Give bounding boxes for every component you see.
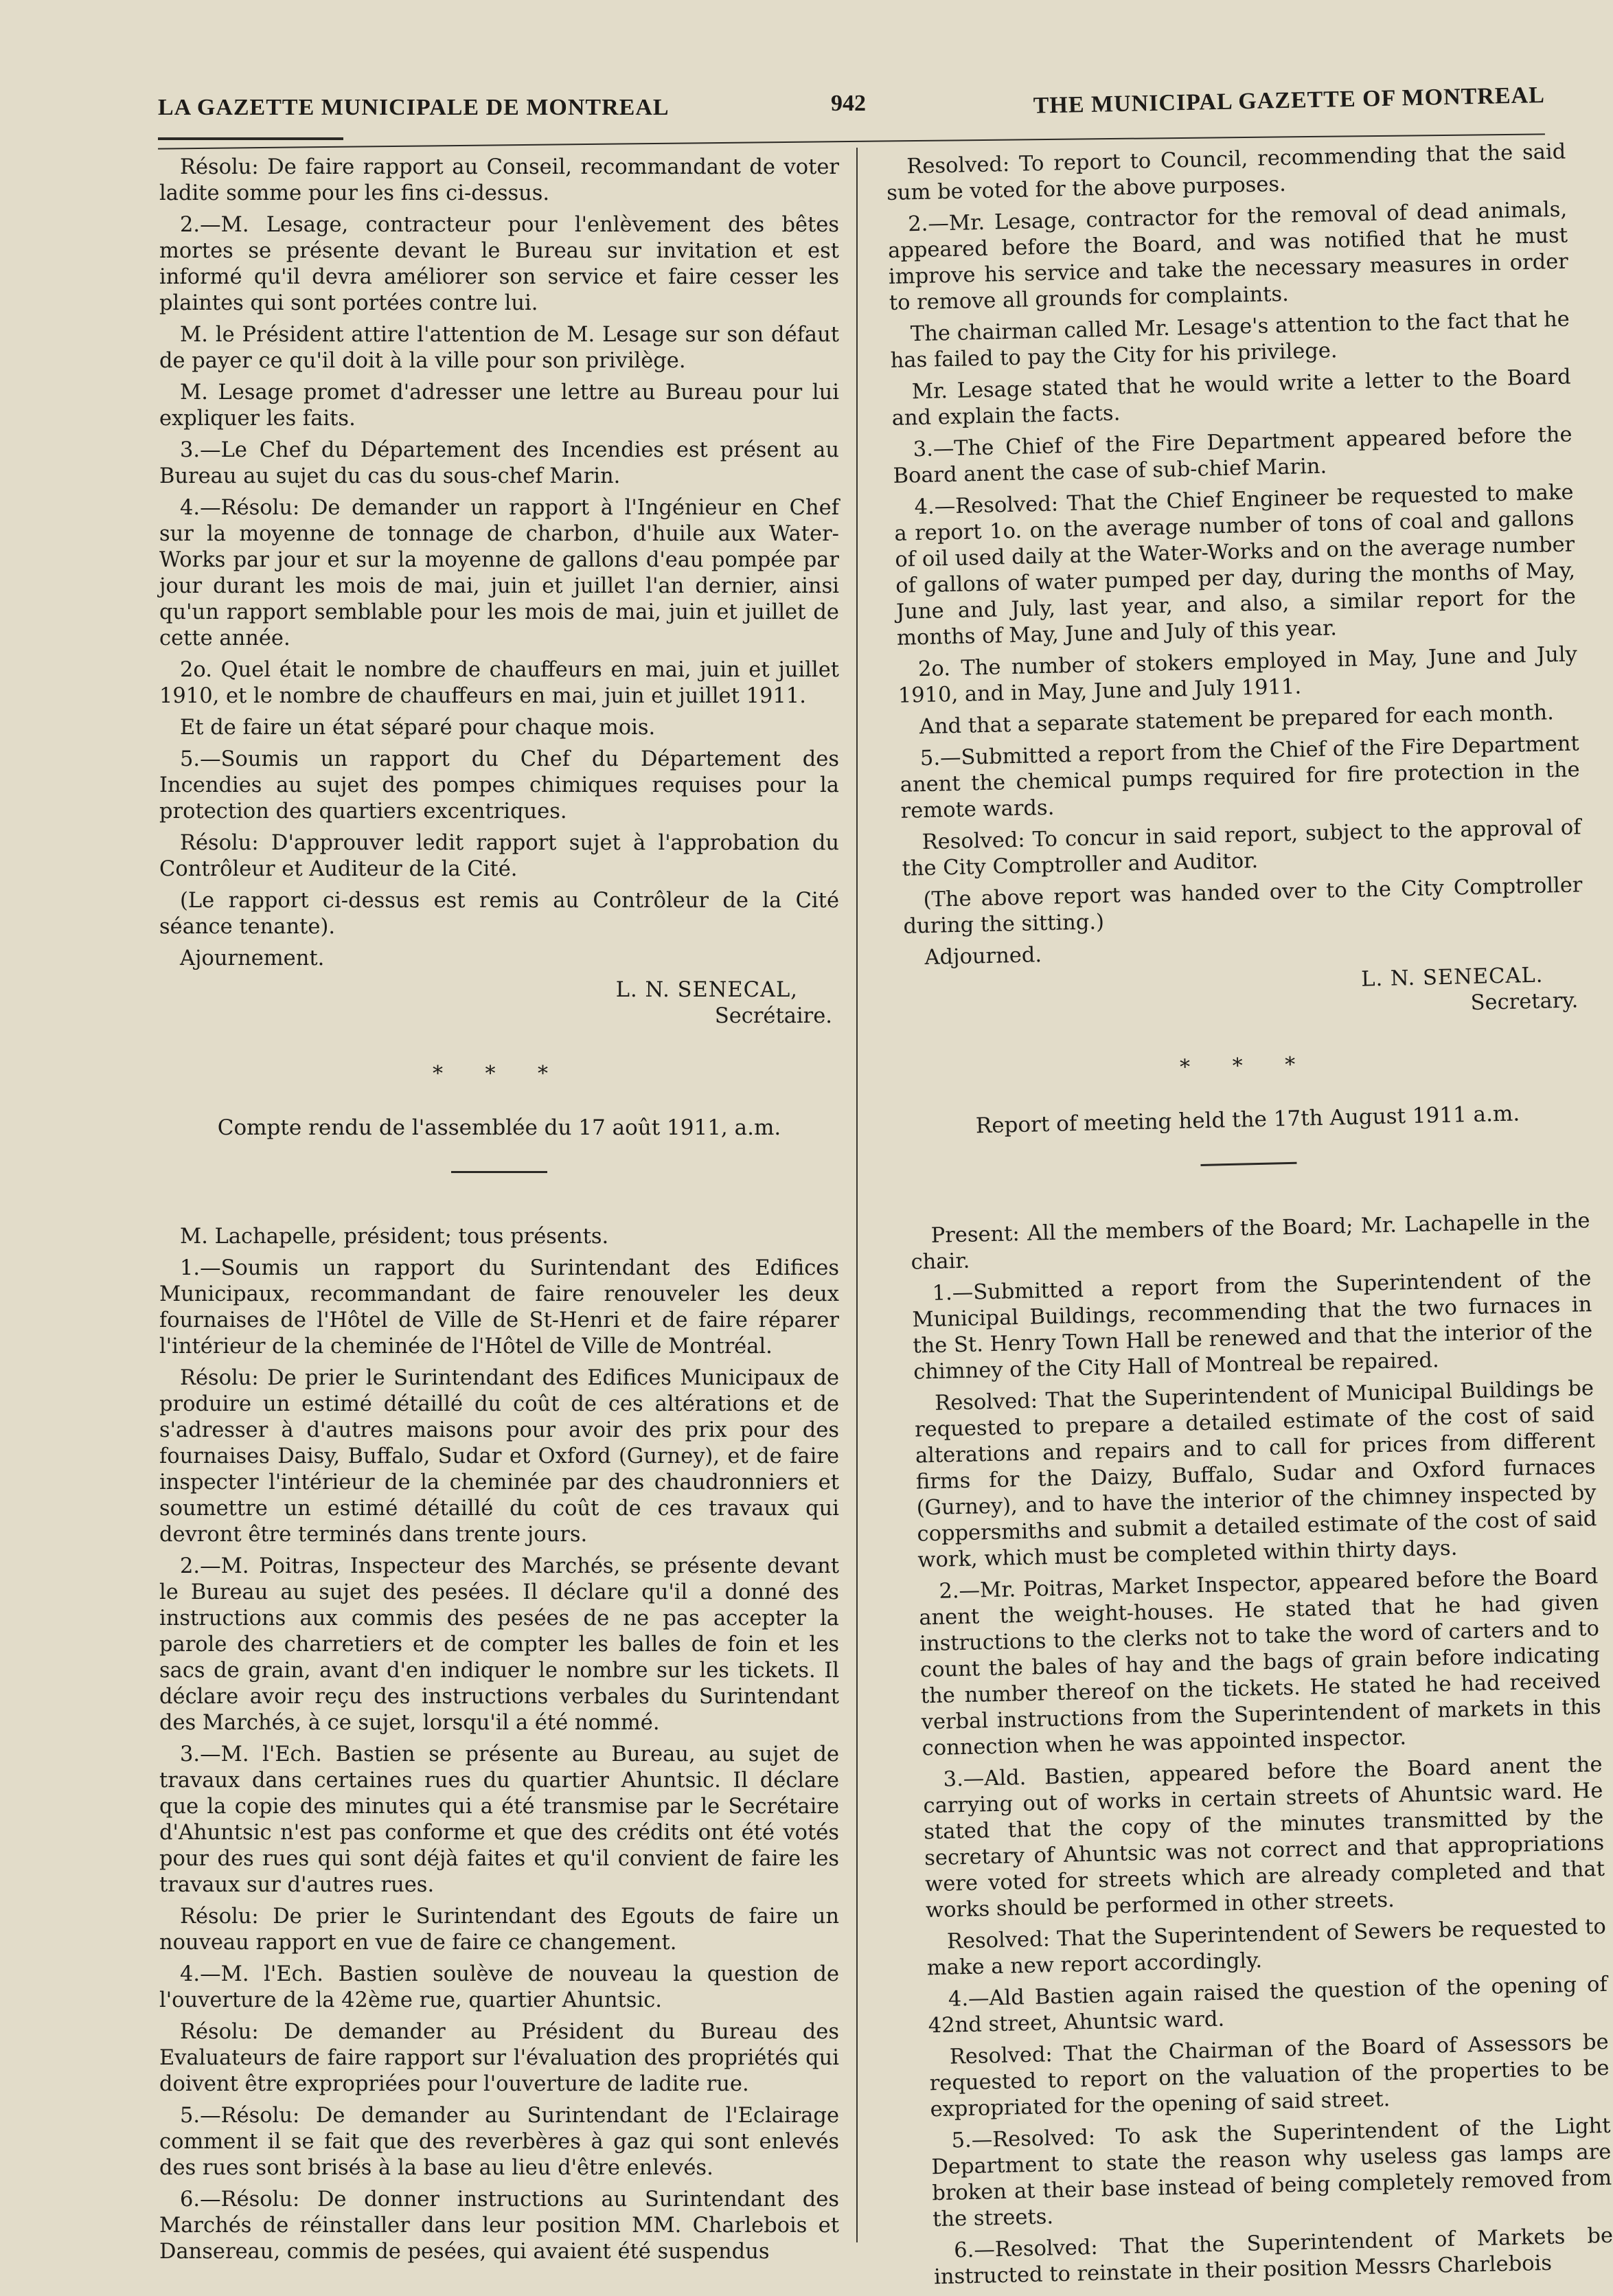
paragraph: 5.—Soumis un rapport du Chef du Département des Incendies au sujet des pompes chimiques requises pour la protection des quartiers excentriques. <box>159 747 839 823</box>
paragraph: 4.—Résolu: De demander un rapport à l'Ingénieur en Chef sur la moyenne de tonnage de charbon, d'huile aux Water-Works par jour et sur la moyenne de gallons d'eau pompée par jour durant les mois de mai, juin et juillet l'an dernier, ainsi qu'un rapport semblable pour les mois de mai, juin et juillet de cette année. <box>159 496 839 650</box>
paragraph: Et de faire un état séparé pour chaque mois. <box>180 716 656 740</box>
paragraph: 3.—Le Chef du Département des Incendies est présent au Bureau au sujet du cas du sous-chef Marin. <box>159 438 839 488</box>
paragraph: 5.—Submitted a report from the Chief of the Fire Department anent the chemical pumps required for fire protection in the remote wards. <box>900 731 1580 823</box>
paragraph: Resolved: That the Chairman of the Board of Assessors be requested to report on the valuation of the properties to be expropriated for the opening of said street. <box>929 2030 1610 2122</box>
paragraph: M. Lachapelle, président; tous présents. <box>180 1225 609 1249</box>
french-top-paragraphs <box>159 155 839 940</box>
paragraph: 2.—M. Poitras, Inspecteur des Marchés, se présente devant le Bureau au sujet des pesées. Il déclare qu'il a donné des instructions aux commis des pesées de ne pas accepter la parole des charretiers et de compter les balles de foin et les sacs de grain, avant d'en indiquer le nombre sur les tickets. Il déclare avoir reçu des instructions verbales du Surintendant des Marchés, à ce sujet, lorsqu'il a été nommé. <box>159 1554 839 1735</box>
french-section-rule <box>451 1171 547 1173</box>
paragraph: Résolu: De faire rapport au Conseil, recommandant de voter ladite somme pour les fins ci-dessus. <box>159 155 839 205</box>
paragraph: Mr. Lesage stated that he would write a letter to the Board and explain the facts. <box>891 365 1572 431</box>
paragraph: 2.—Mr. Poitras, Market Inspector, appeared before the Board anent the weight-houses. He stated that he had given instructions to the clerks not to take the word of carters and to count the bales of hay and the bags of grain before indicating the number thereof on the tickets. He stated he had received verbal instructions from the Superintendent of markets in this connection when he was appointed inspector. <box>918 1565 1601 1761</box>
header-english-title: THE MUNICIPAL GAZETTE OF MONTREAL <box>1033 82 1545 119</box>
column-divider <box>856 148 858 2242</box>
french-column <box>159 155 839 2271</box>
page-number: 942 <box>831 91 866 116</box>
paragraph: 2.—M. Lesage, contracteur pour l'enlèvement des bêtes mortes se présente devant le Bureau sur invitation et est informé qu'il devra améliorer son service et faire cesser les plaintes qui sont portées contre lui. <box>159 213 839 315</box>
french-section-stars: * * * <box>432 1062 567 1086</box>
paragraph: The chairman called Mr. Lesage's attention to the fact that he has failed to pay the City for his privilege. <box>890 307 1570 373</box>
paragraph: Resolved: That the Superintendent of Municipal Buildings be requested to prepare a detailed estimate of the cost of said alterations and repairs and to call for prices from different firms for the Daizy, Buffalo, Sudar and Oxford furnaces (Gurney), and to have the interior of the chimney inspected by coppersmiths and submit a detailed estimate of the cost of said work, which must be completed within thirty days. <box>914 1376 1597 1573</box>
french-bottom-paragraphs <box>159 1224 839 2265</box>
paragraph: 5.—Résolu: De demander au Surintendant de l'Eclairage comment il se fait que des reverbères à gaz qui sont enlevés des rues sont brisés à la base au lieu d'être enlevés. <box>159 2104 839 2180</box>
french-signature-name: L. N. SENECAL, <box>615 978 798 1002</box>
paragraph: And that a separate statement be prepared for each month. <box>919 701 1555 740</box>
paragraph: Résolu: De prier le Surintendant des Edifices Municipaux de produire un estimé détaillé du coût de ces altérations et de s'adresser à d'autres maisons pour avoir des prix pour des fournaises Daisy, Buffalo, Sudar et Oxford (Gurney), et de faire inspecter l'intérieur de la cheminée par des chaudronniers et soumettre un estimé détaillé du coût de ces travaux qui devront être terminés dans trente jours. <box>159 1366 839 1547</box>
french-section-title: Compte rendu de l'assemblée du 17 août 1911, a.m. <box>217 1115 781 1140</box>
english-signature-name: L. N. SENECAL. <box>1360 963 1544 992</box>
paragraph: 2o. Quel était le nombre de chauffeurs en mai, juin et juillet 1910, et le nombre de chauffeurs en mai, juin et juillet 1911. <box>159 658 839 708</box>
paragraph: (Le rapport ci-dessus est remis au Contrôleur de la Cité séance tenante). <box>159 889 839 939</box>
english-signature-title: Secretary. <box>1470 988 1579 1015</box>
paragraph: Resolved: That the Superintendent of Sewers be requested to make a new report accordingly. <box>926 1914 1607 1981</box>
paragraph: 1.—Soumis un rapport du Surintendant des Edifices Municipaux, recommandant de faire renouveler les deux fournaises de l'Hôtel de Ville de St-Henri et de faire réparer l'intérieur de la cheminée de l'Hôtel de Ville de Montréal. <box>159 1256 839 1359</box>
paragraph: 4.—Ald Bastien again raised the question of the opening of 42nd street, Ahuntsic ward. <box>928 1972 1608 2038</box>
page-header <box>158 82 1545 137</box>
paragraph: Resolved: To concur in said report, subject to the approval of the City Comptroller and Auditor. <box>902 815 1581 881</box>
paragraph: Resolved: To report to Council, recommending that the said sum be voted for the above purposes. <box>886 139 1566 205</box>
paragraph: Résolu: De demander au Président du Bureau des Evaluateurs de faire rapport sur l'évaluation des propriétés qui doivent être expropriées pour l'ouverture de ladite rue. <box>159 2020 839 2096</box>
paragraph: 3.—The Chief of the Fire Department appeared before the Board anent the case of sub-chief Marin. <box>893 422 1572 488</box>
english-adjourned: Adjourned. <box>924 943 1042 970</box>
paragraph: 3.—M. l'Ech. Bastien se présente au Bureau, au sujet de travaux dans certaines rues du quartier Ahuntsic. Il déclare que la copie des minutes qui a été transmise par le Secrétaire d'Ahuntsic n'est pas conforme et que des crédits ont été votés pour des rues qui sont déjà faites et qu'il convient de faire les travaux sur d'autres rues. <box>159 1742 839 1897</box>
paragraph: 6.—Resolved: That the Superintendent of Markets be instructed to reinstate in their position Messrs Charlebois <box>933 2223 1613 2290</box>
english-section-title: Report of meeting held the 17th August 1911 a.m. <box>975 1101 1520 1139</box>
paragraph: 2.—Mr. Lesage, contractor for the removal of dead animals, appeared before the Board, and was notified that he must improve his service and take the necessary measures in order to remove all grounds for complaints. <box>887 197 1569 315</box>
paragraph: 1.—Submitted a report from the Superintendent of the Municipal Buildings, recommending that the two furnaces in the St. Henry Town Hall be renewed and that the interior of the chimney of the City Hall of Montreal be repaired. <box>912 1266 1593 1385</box>
paragraph: 2o. The number of stokers employed in May, June and July 1910, and in May, June and July 1911. <box>897 642 1578 708</box>
english-column <box>886 139 1613 2296</box>
english-bottom-paragraphs <box>910 1208 1613 2291</box>
english-section-rule <box>1200 1162 1296 1166</box>
english-section-stars: * * * <box>1179 1052 1314 1080</box>
header-underline-left <box>158 137 343 140</box>
paragraph: M. le Président attire l'attention de M. Lesage sur son défaut de payer ce qu'il doit à la ville pour son privilège. <box>159 323 839 373</box>
paragraph: Present: All the members of the Board; Mr. Lachapelle in the chair. <box>911 1209 1590 1275</box>
paragraph: Résolu: D'approuver ledit rapport sujet à l'approbation du Contrôleur et Auditeur de la Cité. <box>159 831 839 881</box>
french-adjourned: Ajournement. <box>180 946 325 970</box>
english-top-paragraphs <box>886 139 1583 940</box>
paragraph: Résolu: De prier le Surintendant des Egouts de faire un nouveau rapport en vue de faire ce changement. <box>159 1905 839 1955</box>
paragraph: (The above report was handed over to the City Comptroller during the sitting.) <box>903 873 1583 939</box>
header-french-title: LA GAZETTE MUNICIPALE DE MONTREAL <box>158 95 670 120</box>
paragraph: 4.—Resolved: That the Chief Engineer be requested to make a report 1o. on the average number of tons of coal and gallons of oil used daily at the Water-Works and on the average number of gallons of water pumped per day, during the months of May, June and July, last year, and also, a similar report for the months of May, June and July of this year. <box>894 480 1577 650</box>
paragraph: 6.—Résolu: De donner instructions au Surintendant des Marchés de réinstaller dans leur position MM. Charlebois et Dansereau, commis de pesées, qui avaient été suspendus <box>159 2187 839 2264</box>
paragraph: 4.—M. l'Ech. Bastien soulève de nouveau la question de l'ouverture de la 42ème rue, quartier Ahuntsic. <box>159 1962 839 2012</box>
paragraph: 5.—Resolved: To ask the Superintendent of the Light Department to state the reason why useless gas lamps are broken at their base instead of being completely removed from the streets. <box>931 2113 1612 2232</box>
paragraph: M. Lesage promet d'adresser une lettre au Bureau pour lui expliquer les faits. <box>159 380 839 431</box>
french-signature-title: Secrétaire. <box>714 1004 832 1028</box>
paragraph: 3.—Ald. Bastien, appeared before the Board anent the carrying out of works in certain streets of Ahuntsic ward. He stated that the copy of the minutes transmitted by the secretary of Ahuntsic was not correct and that appropriations were voted for streets which are already completed and that works should be performed in other streets. <box>923 1752 1605 1923</box>
